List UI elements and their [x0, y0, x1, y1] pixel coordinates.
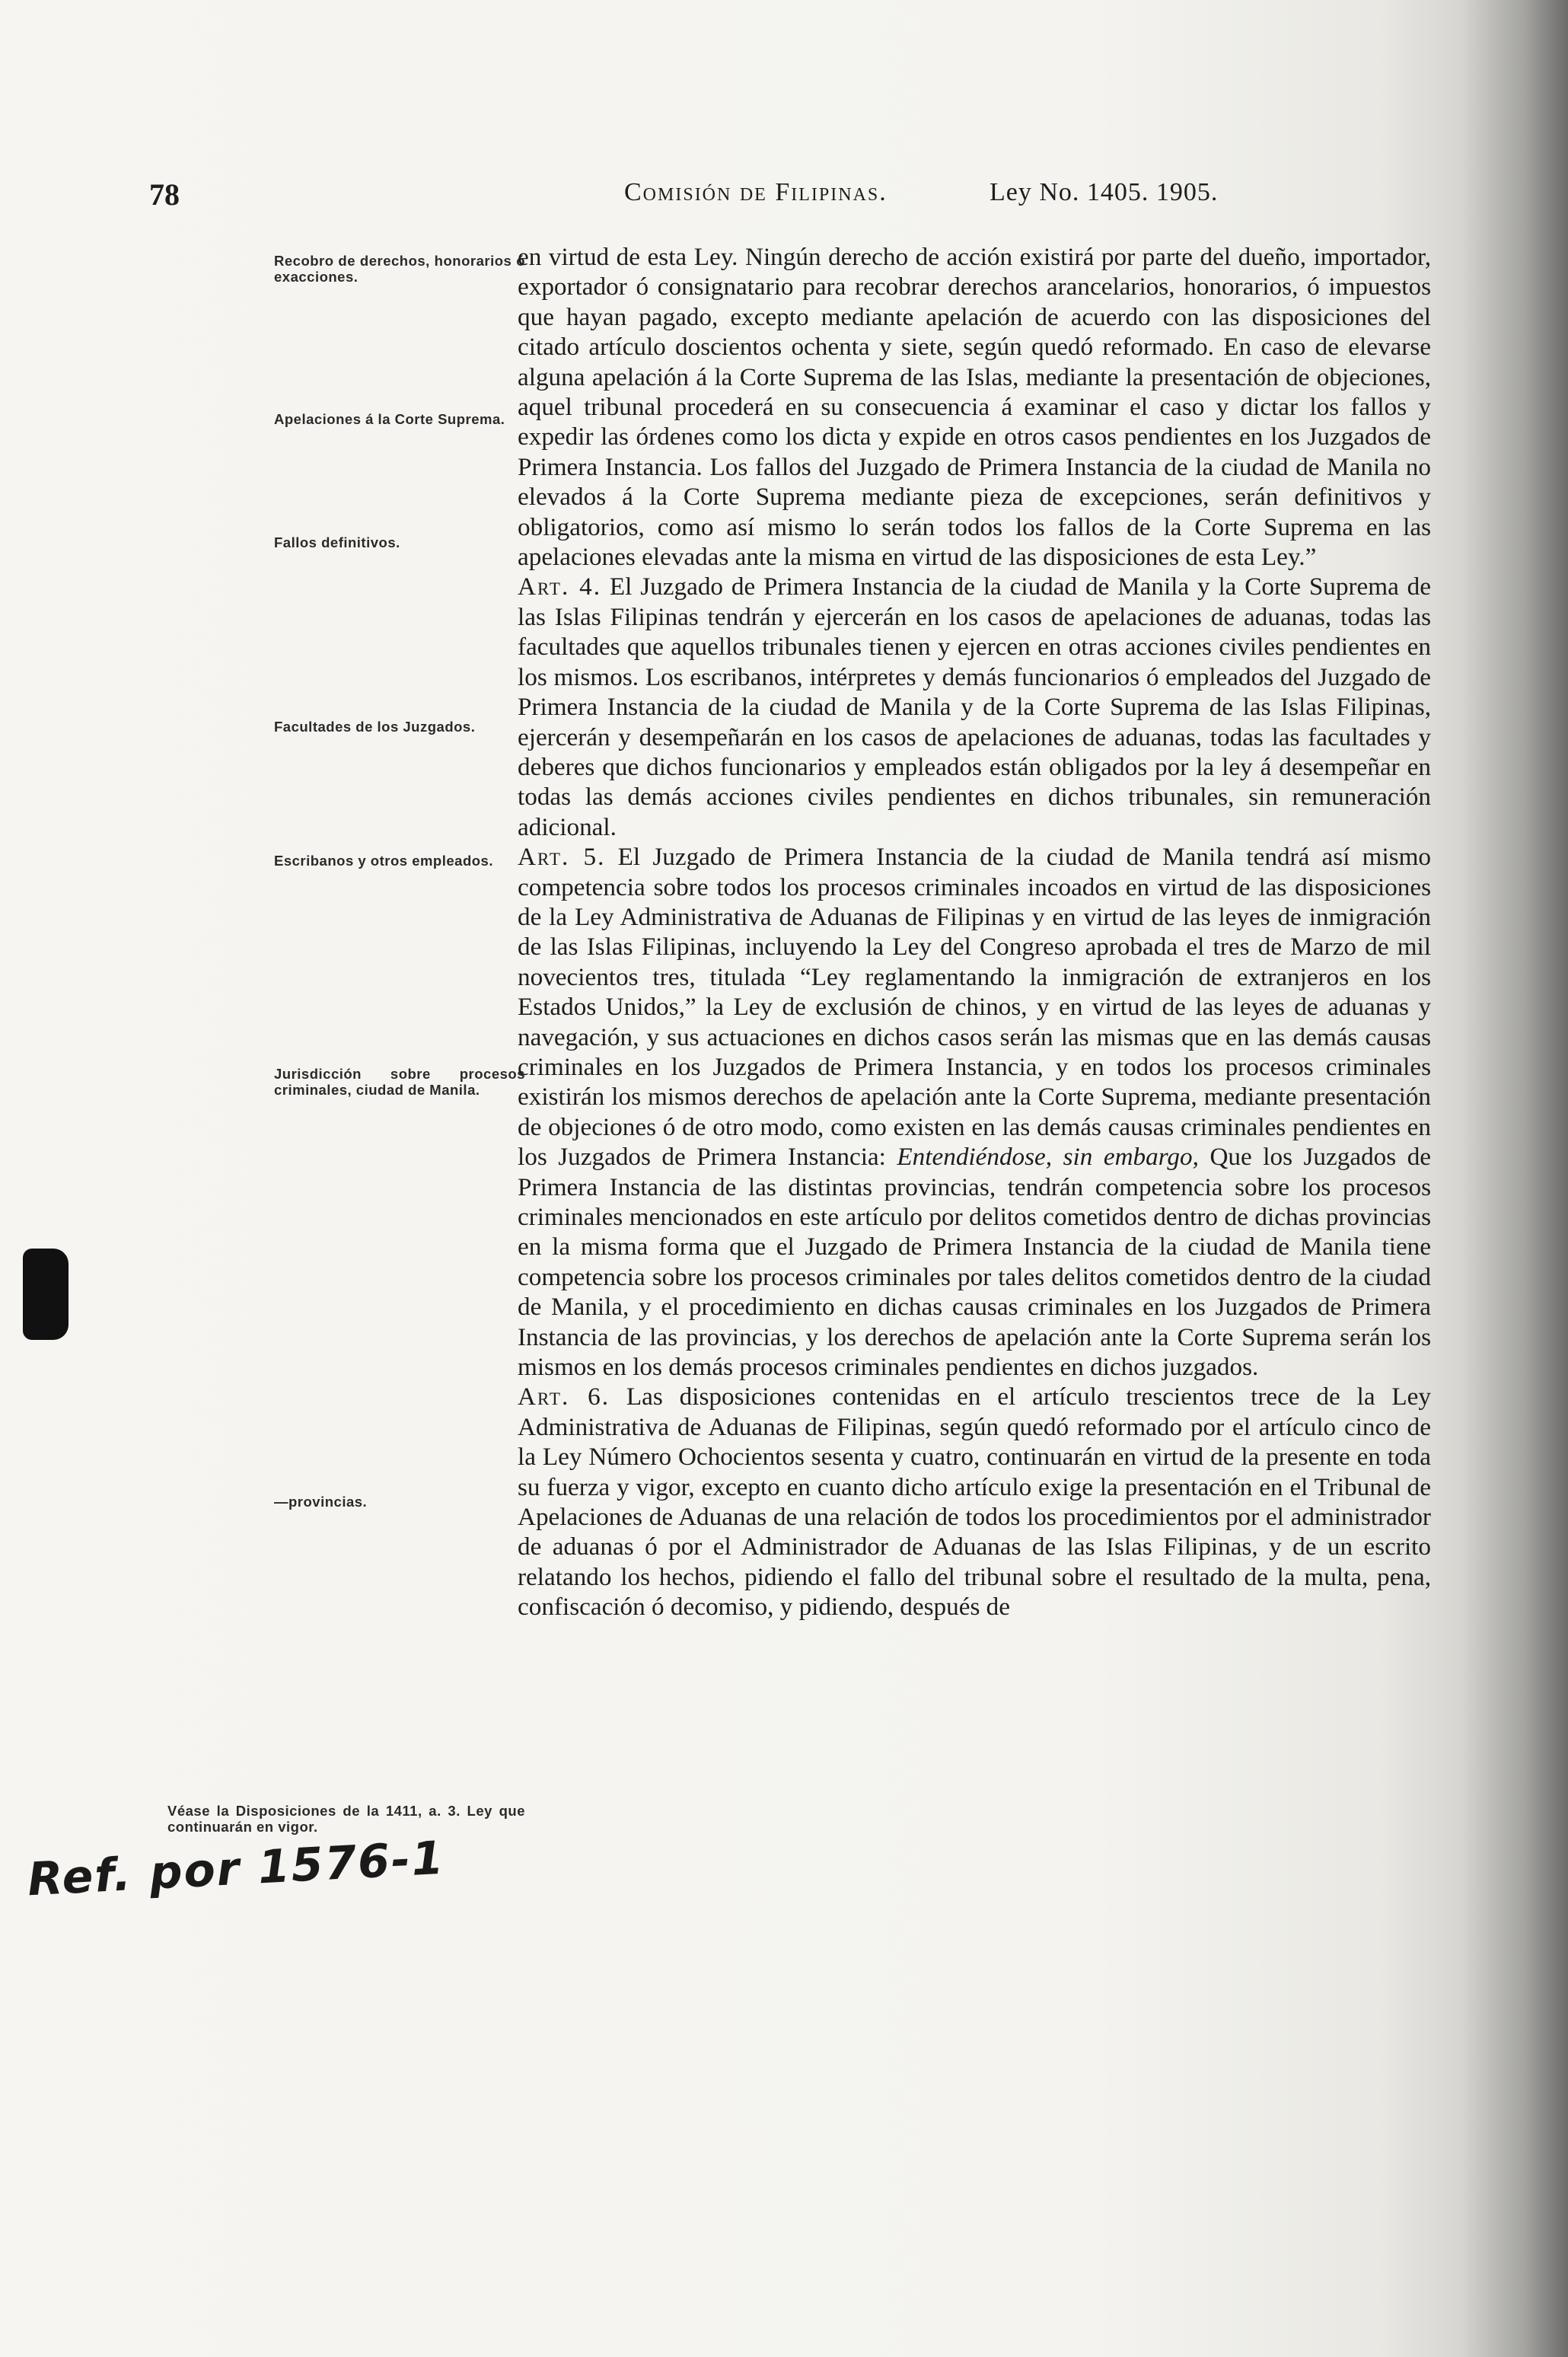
binding-mark — [23, 1249, 69, 1340]
article-5-label: Art. 5. — [518, 843, 606, 872]
running-law: Ley No. 1405. 1905. — [990, 178, 1219, 206]
page-edge-shadow — [1461, 0, 1568, 2357]
margin-note-jurisdiccion: Jurisdicción sobre procesos criminales, ciudad de Manila. — [274, 1066, 525, 1098]
article-4-text: El Juzgado de Primera Instancia de la ciudad de Manila y la Corte Suprema de las Islas Filipinas tendrán y ejercerán en los casos de apelaciones de aduanas, todas las facultades que aquellos tribunales tienen y ejercen en otras acciones civiles pendientes en los mismos. Los escribanos, intérpretes y demás funcionarios ó empleados del Juzgado de Primera Instancia de la ciudad de Manila y de la Corte Suprema de las Islas Filipinas, ejercerán y desempeñarán en los casos de apelaciones de aduanas, todas las facultades y deberes que dichos funcionarios y empleados están obligados por la ley á desempeñar en todas las demás acciones civiles pendientes en dichos tribunales, sin remuneración adicional. — [518, 573, 1432, 841]
article-5-proviso-italic: Entendiéndose, sin embargo, — [897, 1143, 1199, 1172]
article-6-label: Art. 6. — [518, 1383, 610, 1411]
article-4 — [518, 572, 1431, 842]
running-title: Comisión de Filipinas. — [624, 178, 888, 206]
article-4-label: Art. 4. — [518, 573, 602, 601]
margin-note-escribanos: Escribanos y otros empleados. — [274, 853, 493, 869]
article-6 — [518, 1382, 1431, 1622]
article-6-text: Las disposiciones contenidas en el artículo trescientos trece de la Ley Administrativa de Aduanas de Filipinas, según quedó reformado por el artículo cinco de la Ley Número Ochocientos sesenta y cuatro, continuarán en virtud de la presente en toda su fuerza y vigor, excepto en cuanto dicho artículo exige la presentación en el Tribunal de Apelaciones de Aduanas de una relación de todos los procedimientos por el administrador de aduanas ó por el Administrador de Aduanas de las Islas Filipinas, y de un escrito relatando los hechos, pidiendo el fallo del tribunal sobre el resultado de la multa, pena, confiscación ó decomiso, y pidiendo, después de — [518, 1383, 1431, 1622]
margin-note-disposiciones: Véase la Disposiciones de la 1411, a. 3. Ley que continuarán en vigor. — [167, 1803, 525, 1835]
main-text — [518, 242, 1431, 1622]
margin-note-facultades: Facultades de los Juzgados. — [274, 719, 476, 735]
page-header — [0, 177, 1568, 215]
margin-note-apelaciones: Apelaciones á la Corte Suprema. — [274, 411, 505, 427]
article-5-text: El Juzgado de Primera Instancia de la ciudad de Manila tendrá así mismo competencia sobre todos los procesos criminales incoados en virtud de las disposiciones de la Ley Administrativa de Aduanas de Filipinas y en virtud de las leyes de inmigración de las Islas Filipinas, incluyendo la Ley del Congreso aprobada el tres de Marzo de mil novecientos tres, titulada “Ley reglamentando la inmigración de extranjeros en los Estados Unidos,” la Ley de exclusión de chinos, y en virtud de las leyes de aduanas y navegación, y sus actuaciones en dichos casos serán las mismas que en las demás causas criminales en los Juzgados de Primera Instancia, y en todos los procesos criminales existirán los mismos derechos de apelación ante la Corte Suprema, mediante presentación de objeciones ó de otro modo, como existen en las demás causas criminales pendientes en los Juzgados de Primera Instancia: — [518, 843, 1432, 1172]
handwritten-reference-note: Ref. por 1576-1 — [26, 1831, 447, 1907]
page-number: 78 — [149, 177, 180, 212]
margin-note-provincias: —provincias. — [274, 1494, 368, 1510]
paragraph-continuation: en virtud de esta Ley. Ningún derecho de acción existirá por parte del dueño, importador, exportador ó consignatario para recobrar derechos arancelarios, honorarios, ó impuestos que hayan pagado, excepto mediante apelación de acuerdo con las disposiciones del citado artículo doscientos ochenta y siete, según quedó reformado. En caso de elevarse alguna apelación á la Corte Suprema de las Islas, mediante la presentación de objeciones, aquel tribunal procederá en su consecuencia á examinar el caso y dictar los fallos y expedir las órdenes como los dicta y expide en otros casos pendientes en los Juzgados de Primera Instancia. Los fallos del Juzgado de Primera Instancia de la ciudad de Manila no elevados á la Corte Suprema mediante pieza de excepciones, serán definitivos y obligatorios, como así mismo lo serán todos los fallos de la Corte Suprema en las apelaciones elevadas ante la misma en virtud de las disposiciones de esta Ley.” — [518, 243, 1431, 572]
margin-note-recobro: Recobro de derechos, honorarios ó exacciones. — [274, 253, 525, 285]
article-5-proviso-text: Que los Juzgados de Primera Instancia de las distintas provincias, tendrán competencia sobre los procesos criminales mencionados en este artículo por delitos cometidos dentro de dichas provincias en la misma forma que el Juzgado de Primera Instancia de la ciudad de Manila tiene competencia sobre los procesos criminales por tales delitos cometidos dentro de la ciudad de Manila, y el procedimiento en dichas causas criminales en los Juzgados de Primera Instancia de las provincias, y los derechos de apelación ante la Corte Suprema serán los mismos en los demás procesos criminales pendientes en dichos juzgados. — [518, 1143, 1432, 1382]
margin-note-fallos: Fallos definitivos. — [274, 534, 400, 550]
article-5 — [518, 842, 1431, 1382]
